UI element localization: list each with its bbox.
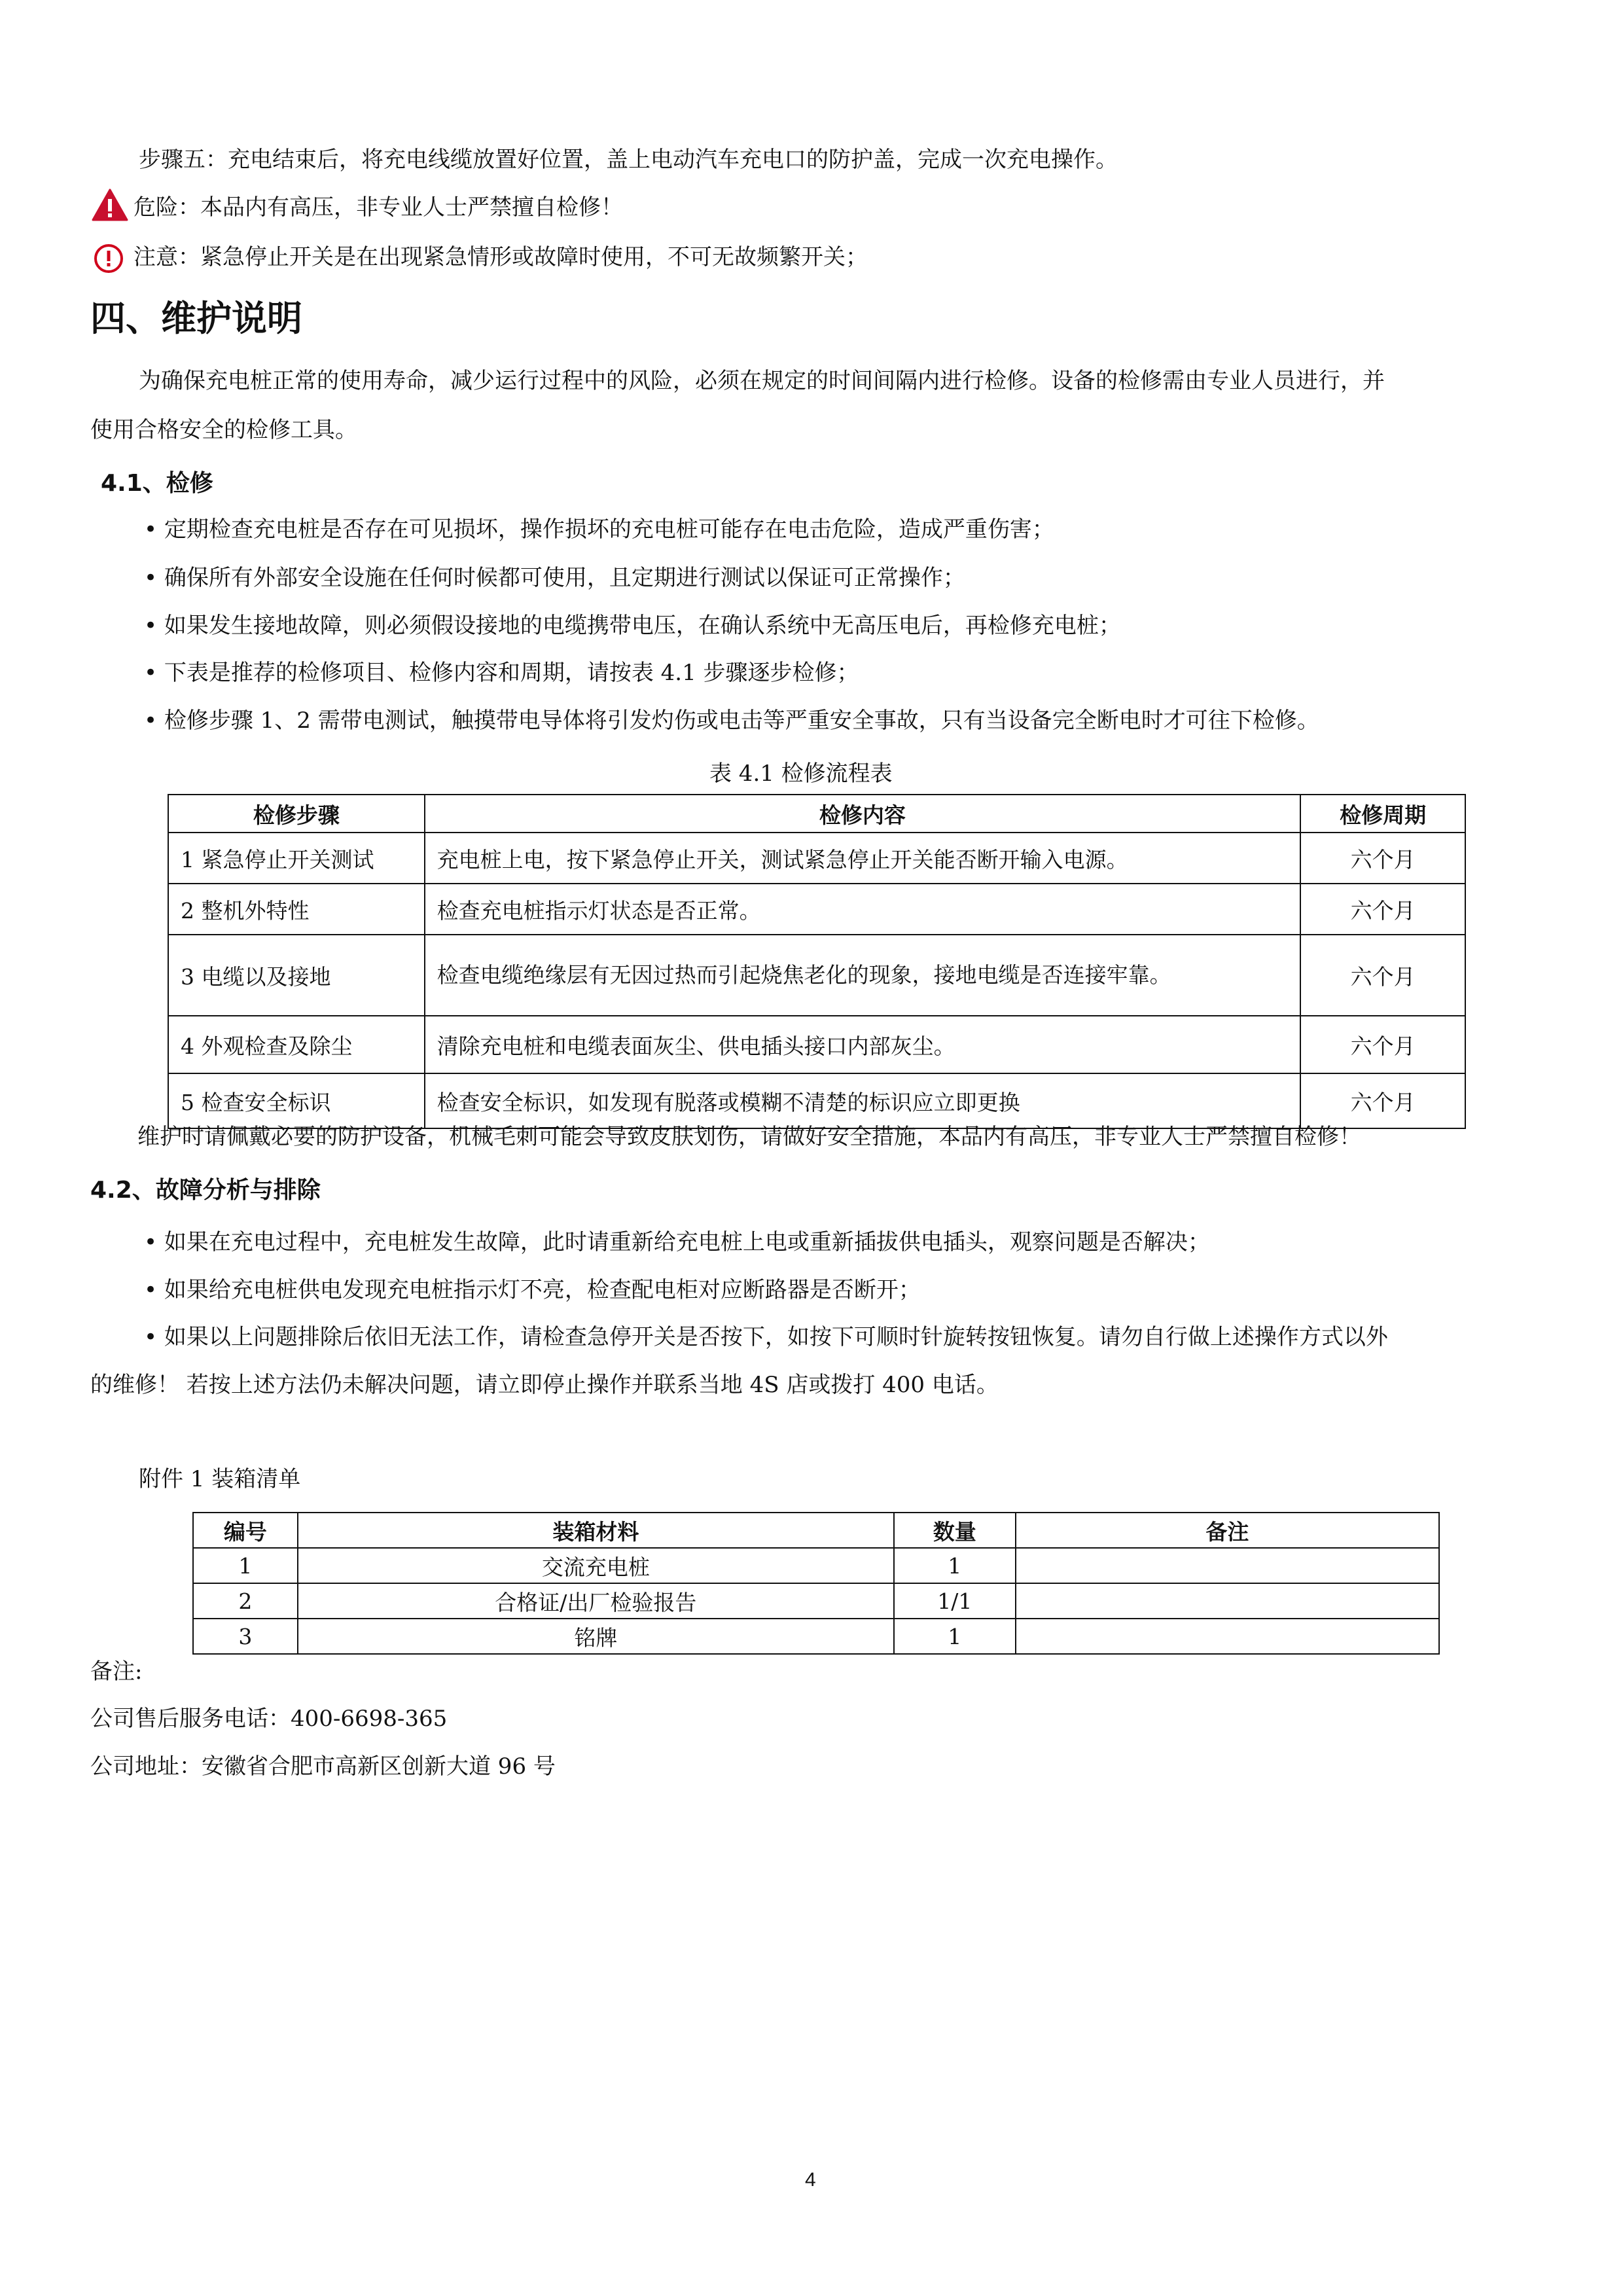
table-cell: 3 xyxy=(193,1619,298,1654)
bullet-item: • 下表是推荐的检修项目、检修内容和周期，请按表 4.1 步骤逐步检修； xyxy=(144,660,859,686)
table-cell: 1/1 xyxy=(894,1583,1016,1619)
table-caption: 表 4.1 检修流程表 xyxy=(709,761,893,787)
table-cell: 交流充电桩 xyxy=(298,1548,894,1583)
exclamation-circle-icon xyxy=(93,243,124,274)
attachment-title: 附件 1 装箱清单 xyxy=(139,1466,301,1492)
warning-triangle-icon xyxy=(92,188,128,221)
page-number: 4 xyxy=(805,2169,816,2191)
table-cell: 检查安全标识，如发现有脱落或模糊不清楚的标识应立即更换 xyxy=(425,1073,1301,1128)
table-row xyxy=(168,935,1465,1016)
table-cell: 3 电缆以及接地 xyxy=(168,935,425,1016)
table-header: 备注 xyxy=(1016,1513,1439,1548)
packing-list-table xyxy=(192,1512,1440,1655)
table-header: 检修周期 xyxy=(1300,795,1465,833)
notes-label: 备注: xyxy=(90,1659,143,1685)
table-cell xyxy=(1016,1619,1439,1654)
table-row xyxy=(193,1619,1439,1654)
bullet-item: • 定期检查充电桩是否存在可见损坏，操作损坏的充电桩可能存在电击危险，造成严重伤害； xyxy=(144,516,1054,543)
table-row xyxy=(168,1016,1465,1073)
bullet-item: • 确保所有外部安全设施在任何时候都可使用，且定期进行测试以保证可正常操作； xyxy=(144,565,965,591)
subsection-42-title: 4.2、故障分析与排除 xyxy=(90,1177,321,1204)
intro-line-2: 使用合格安全的检修工具。 xyxy=(90,417,357,443)
bullet-item: • 如果发生接地故障，则必须假设接地的电缆携带电压，在确认系统中无高压电后，再检修充电桩； xyxy=(144,613,1121,639)
table-row xyxy=(168,833,1465,884)
table-cell: 检查充电桩指示灯状态是否正常。 xyxy=(425,884,1301,935)
table-cell: 2 整机外特性 xyxy=(168,884,425,935)
bullet-item: • 检修步骤 1、2 需带电测试，触摸带电导体将引发灼伤或电击等严重安全事故，只有当设备完全断电时才可往下检修。 xyxy=(144,708,1319,734)
step5-text: 步骤五：充电结束后，将充电线缆放置好位置，盖上电动汽车充电口的防护盖，完成一次充电操作。 xyxy=(139,147,1118,173)
table-header: 编号 xyxy=(193,1513,298,1548)
bullet-item: • 如果在充电过程中，充电桩发生故障，此时请重新给充电桩上电或重新插拔供电插头，观察问题是否解决； xyxy=(144,1229,1210,1255)
bullet-item: • 如果以上问题排除后依旧无法工作，请检查急停开关是否按下，如按下可顺时针旋转按钮恢复。请勿自行做上述操作方式以外 xyxy=(144,1324,1388,1350)
table-cell: 铭牌 xyxy=(298,1619,894,1654)
table-cell: 六个月 xyxy=(1300,1073,1465,1128)
table-row xyxy=(193,1548,1439,1583)
safety-note: 维护时请佩戴必要的防护设备，机械毛刺可能会导致皮肤划伤，请做好安全措施，本品内有高压，非专业人士严禁擅自检修！ xyxy=(137,1124,1361,1150)
table-row xyxy=(168,884,1465,935)
table-cell xyxy=(1016,1583,1439,1619)
table-cell: 清除充电桩和电缆表面灰尘、供电插头接口内部灰尘。 xyxy=(425,1016,1301,1073)
bullet-continuation: 的维修！ 若按上述方法仍未解决问题，请立即停止操作并联系当地 4S 店或拨打 400 电话。 xyxy=(90,1372,999,1398)
table-cell: 六个月 xyxy=(1300,935,1465,1016)
table-cell: 1 xyxy=(894,1548,1016,1583)
table-cell: 六个月 xyxy=(1300,833,1465,884)
table-cell xyxy=(1016,1548,1439,1583)
table-cell: 检查电缆绝缘层有无因过热而引起烧焦老化的现象，接地电缆是否连接牢靠。 xyxy=(425,935,1301,1016)
table-header: 检修步骤 xyxy=(168,795,425,833)
notice-text: 注意：紧急停止开关是在出现紧急情形或故障时使用，不可无故频繁开关； xyxy=(134,244,868,270)
section-title: 四、维护说明 xyxy=(90,298,302,339)
table-row xyxy=(193,1583,1439,1619)
table-cell: 1 紧急停止开关测试 xyxy=(168,833,425,884)
table-row xyxy=(168,1073,1465,1128)
table-header-row xyxy=(193,1513,1439,1548)
table-header: 数量 xyxy=(894,1513,1016,1548)
maintenance-table xyxy=(168,794,1466,1129)
subsection-41-title: 4.1、检修 xyxy=(101,470,213,497)
table-cell: 2 xyxy=(193,1583,298,1619)
table-cell: 4 外观检查及除尘 xyxy=(168,1016,425,1073)
table-cell: 充电桩上电，按下紧急停止开关，测试紧急停止开关能否断开输入电源。 xyxy=(425,833,1301,884)
bullet-item: • 如果给充电桩供电发现充电桩指示灯不亮，检查配电柜对应断路器是否断开； xyxy=(144,1277,921,1303)
table-cell: 合格证/出厂检验报告 xyxy=(298,1583,894,1619)
danger-text: 危险：本品内有高压，非专业人士严禁擅自检修！ xyxy=(134,194,623,221)
intro-line-1: 为确保充电桩正常的使用寿命，减少运行过程中的风险，必须在规定的时间间隔内进行检修。设备的检修需由专业人员进行，并 xyxy=(139,368,1385,394)
company-address: 公司地址：安徽省合肥市高新区创新大道 96 号 xyxy=(90,1753,556,1780)
table-header: 检修内容 xyxy=(425,795,1301,833)
table-cell: 5 检查安全标识 xyxy=(168,1073,425,1128)
table-cell: 1 xyxy=(894,1619,1016,1654)
table-cell: 六个月 xyxy=(1300,884,1465,935)
table-cell: 1 xyxy=(193,1548,298,1583)
table-cell: 六个月 xyxy=(1300,1016,1465,1073)
service-phone: 公司售后服务电话：400-6698-365 xyxy=(90,1706,448,1732)
table-header-row xyxy=(168,795,1465,833)
table-header: 装箱材料 xyxy=(298,1513,894,1548)
